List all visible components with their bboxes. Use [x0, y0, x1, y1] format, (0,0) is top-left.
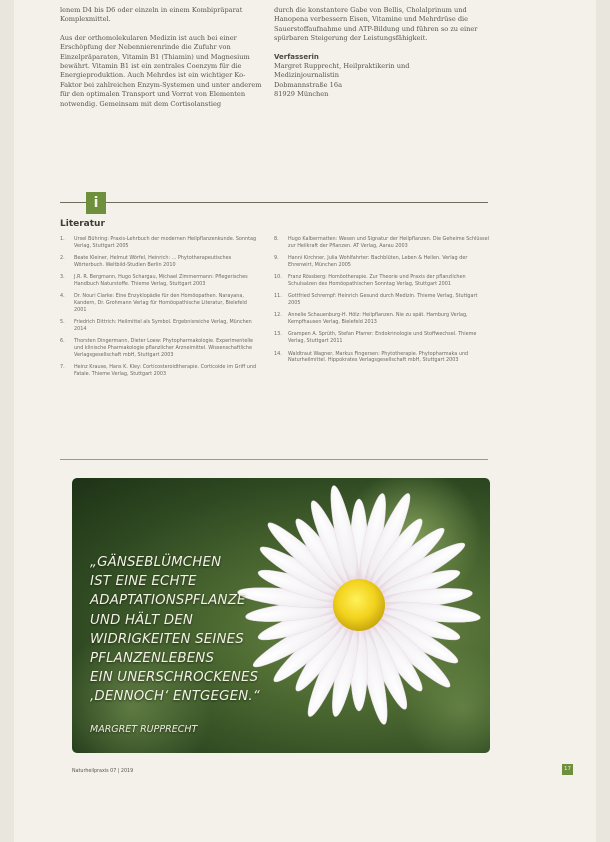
author-line: Medizinjournalistin — [274, 71, 340, 80]
article-column-left — [60, 6, 266, 118]
reference-number: 2. — [60, 255, 65, 262]
quote-line: EIN UNERSCHROCKENES — [90, 670, 259, 686]
reference-item — [274, 236, 489, 250]
reference-number: 8. — [274, 236, 279, 242]
article-paragraph: Aus der orthomolekularen Medizin ist auch bei einer Erschöpfung der Nebennierenrinde die Zufuhr von Einzelpräparaten, Vitamin B1 (Thiamin) und Magnesium bewährt. Vitamin B1 ist ein zentrales Coenzym für die Energieproduktion. Auch Mehrdes ist ein wichtiger Ko-Faktor bei zahlreichen Enzym-Systemen und unter anderem für den optimalen Transport und Vorrat von Elementen notwendig. Gemeinsam mit dem Cortisolanstieg — [60, 33, 262, 108]
author-line: Margret Rupprecht, Heilpraktikerin und — [274, 62, 410, 71]
quote-author: MARGRET RUPPRECHT — [90, 724, 198, 735]
divider-line — [60, 202, 488, 203]
reference-item — [60, 293, 260, 313]
article-paragraph: durch die konstantere Gabe von Bellis, Cholalprinum und Hanopena verbessern Eisen, Vitamine und Mehrdrüse die Sauerstoffaufnahme und ATP-Bildung und führen so zu einer spürbaren Steigerung der Leistungsfähigkeit. — [274, 6, 478, 43]
magazine-page — [14, 0, 596, 842]
page-number: 17 — [562, 764, 573, 775]
reference-number: 1. — [60, 236, 65, 242]
section-rule — [60, 459, 488, 460]
reference-number: 9. — [274, 255, 279, 262]
reference-item — [274, 293, 489, 307]
quote-text — [90, 553, 330, 707]
reference-item — [60, 364, 260, 378]
reference-text: Waldtraut Wagner, Markus Fingersen: Phytotherapie. Phytopharmaka und Naturheilmittel. Hippokrates Verlagsgesellschaft mbH, Stuttgart 2003 — [288, 350, 469, 364]
reference-number: 10. — [274, 274, 282, 281]
quote-line: IST EINE ECHTE — [90, 574, 197, 590]
reference-item — [274, 312, 489, 326]
reference-text: Hugo Kalbermatten: Wesen und Signatur der Heilpflanzen. Die Geheime Schlüssel zur Heilkraft der Pflanzen. AT Verlag, Aarau 2003 — [288, 236, 489, 249]
reference-number: 12. — [274, 312, 282, 319]
reference-text: Thorsten Dingermann, Dieter Loew: Phytopharmakologie. Experimentelle und klinische Pharmakologie pflanzlicher Arzneimittel. Wissenschaftliche Verlagsgesellschaft mbH, Stuttgart 2003 — [74, 338, 254, 358]
reference-item — [60, 338, 260, 358]
author-line: 81929 München — [274, 90, 329, 99]
author-line: Dobmannstraße 16a — [274, 80, 342, 89]
reference-text: J.R. R. Bergmann, Hugo Schargau, Michael Zimmermann: Pflegerisches Handbuch Naturstoffe. Thieme Verlag, Stuttgart 2003 — [74, 274, 248, 287]
reference-number: 11. — [274, 293, 282, 300]
reference-text: Annelie Schauenburg-H. Hölz: Heilpflanzen. Nie zu spät. Hamburg Verlag, Kempfhausen Verlag, Bielefeld 2013 — [288, 312, 468, 326]
quote-line: ADAPTATIONSPFLANZE — [90, 593, 246, 609]
quote-line: PFLANZENLEBENS — [90, 651, 215, 667]
reference-item — [60, 255, 260, 269]
reference-text: Franz Rössberg: Homöotherapie. Zur Theorie und Praxis der pflanzlichen Schulsalzen des Homöopathischen Sonntag Verlag, Stuttgart 2001 — [288, 274, 466, 287]
publication-footer: Naturheilpraxis 07 | 2019 — [72, 769, 134, 774]
reference-item — [60, 319, 260, 333]
reference-number: 3. — [60, 274, 65, 281]
reference-number: 4. — [60, 293, 65, 300]
author-block — [274, 62, 484, 100]
reference-item — [60, 236, 260, 250]
reference-text: Heinz Krause, Hans K. Kley: Corticosteroidtherapie. Corticoide im Griff und Fatale. Thieme Verlag, Stuttgart 2003 — [74, 364, 257, 377]
quote-line: „GÄNSEBLÜMCHEN — [90, 555, 222, 570]
reference-text: Dr. Nouri Clarke: Eine Enzyklopädie für den Homöopathen. Narayana, Kandern, Dr. Grohmann Verlag für Homöopathische Literatur, Bielefeld 2001 — [74, 293, 247, 313]
reference-number: 5. — [60, 319, 65, 326]
reference-text: Beate Kleiner, Helmut Wörfel, Heinrich: ... Phytotherapeutisches Wörterbuch. Weltbild-Studien Berlin 2010 — [74, 255, 232, 268]
reference-item — [274, 351, 489, 365]
reference-text: Gottfried Schrempf: Heinrich Gesund durch Medizin. Thieme Verlag, Stuttgart 2005 — [288, 293, 478, 307]
quote-line: ‚DENNOCH‘ ENTGEGEN.“ — [90, 689, 260, 705]
reference-text: Friedrich Dittrich: Heilmittel als Symbol. Ergebnisreiche Verlag, München 2014 — [74, 319, 252, 332]
author-heading: Verfasserin — [274, 52, 319, 61]
reference-text: Hanni Kirchner, Julia Wohlfahrter: Bachblüten, Leben & Heilen. Verlag der Ehrenwirt, München 2005 — [288, 255, 468, 268]
quote-image-panel — [72, 478, 490, 753]
reference-text: Grampen A. Sprüth, Stefan Pfarrer: Endokrinologie und Stoffwechsel. Thieme Verlag, Stuttgart 2011 — [288, 331, 477, 345]
reference-number: 13. — [274, 331, 282, 338]
quote-line: WIDRIGKEITEN SEINES — [90, 631, 244, 647]
reference-list-left — [60, 236, 260, 383]
reference-number: 7. — [60, 364, 65, 371]
reference-number: 14. — [274, 350, 282, 357]
article-paragraph: lenem D4 bis D6 oder einzeln in einem Kombipräparat Komplexmittel. — [60, 6, 243, 24]
reference-text: Ursel Bühring: Praxis-Lehrbuch der modernen Heilpflanzenkunde. Sonntag Verlag, Stuttgart 2005 — [74, 236, 257, 249]
reference-item — [274, 255, 489, 269]
info-icon: i — [86, 192, 106, 214]
reference-item — [274, 331, 489, 345]
reference-number: 6. — [60, 338, 65, 345]
info-divider — [60, 196, 488, 210]
article-column-right — [274, 6, 484, 100]
reference-list-right — [274, 236, 489, 370]
literature-heading: Literatur — [60, 219, 105, 229]
reference-item — [274, 274, 489, 288]
quote-line: UND HÄLT DEN — [90, 612, 194, 628]
reference-item — [60, 274, 260, 288]
